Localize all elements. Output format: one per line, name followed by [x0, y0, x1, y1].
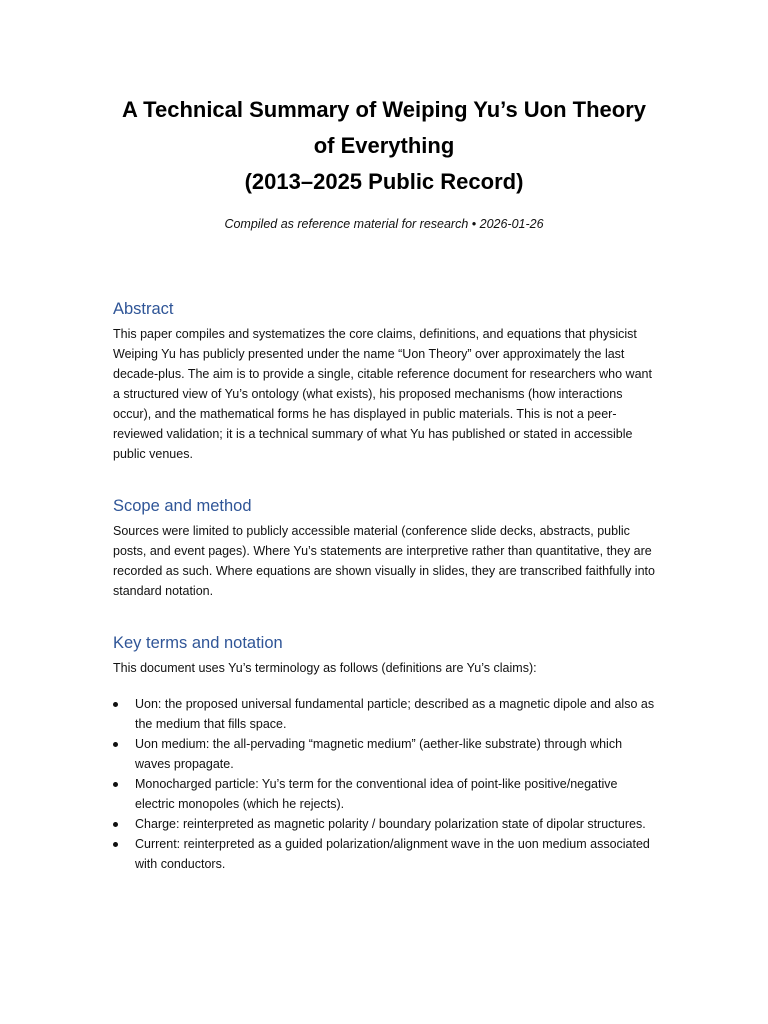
list-item-text: Charge: reinterpreted as magnetic polarity / boundary polarization state of dipolar structures.: [135, 817, 646, 831]
list-item-text: Current: reinterpreted as a guided polarization/alignment wave in the uon medium associated with conductors.: [135, 837, 650, 871]
title-line-2: of Everything: [313, 133, 455, 158]
list-item-text: Uon: the proposed universal fundamental particle; described as a magnetic dipole and also as the medium that fills space.: [135, 697, 655, 731]
terms-heading: Key terms and notation: [113, 634, 283, 652]
terms-intro: This document uses Yu’s terminology as follows (definitions are Yu’s claims):: [113, 661, 537, 675]
bullet-icon: [113, 842, 118, 847]
abstract-section: [113, 298, 658, 464]
bullet-icon: [113, 702, 118, 707]
scope-section: [113, 495, 658, 601]
scope-heading: Scope and method: [113, 497, 252, 515]
terms-list: [113, 694, 658, 874]
list-item: [113, 834, 658, 874]
title-line-1: A Technical Summary of Weiping Yu’s Uon Theory: [121, 97, 647, 122]
list-item: [113, 774, 658, 814]
document-subtitle: Compiled as reference material for research • 2026-01-26: [224, 217, 544, 231]
abstract-body: This paper compiles and systematizes the core claims, definitions, and equations that physicist Weiping Yu has publicly presented under the name “Uon Theory” over approximately the last decade-plus. The aim is to provide a single, citable reference document for researchers who want a structured view of Yu’s ontology (what exists), his proposed mechanisms (how interactions occur), and the mathematical forms he has displayed in public materials. This is not a peer-reviewed validation; it is a technical summary of what Yu has published or stated in accessible public venues.: [113, 327, 652, 461]
list-item: [113, 734, 658, 774]
list-item-text: Uon medium: the all-pervading “magnetic medium” (aether-like substrate) through which waves propagate.: [135, 737, 623, 771]
list-item-text: Monocharged particle: Yu’s term for the conventional idea of point-like positive/negative electric monopoles (which he rejects).: [135, 777, 618, 811]
list-item: [113, 814, 658, 834]
list-item: [113, 694, 658, 734]
bullet-icon: [113, 782, 118, 787]
bullet-icon: [113, 742, 118, 747]
scope-body: Sources were limited to publicly accessible material (conference slide decks, abstracts, public posts, and event pages). Where Yu’s statements are interpretive rather than quantitative, they are recorded as such. Where equations are shown visually in slides, they are transcribed faithfully into standard notation.: [113, 524, 655, 598]
title-line-3: (2013–2025 Public Record): [244, 169, 524, 194]
abstract-heading: Abstract: [113, 300, 174, 318]
bullet-icon: [113, 822, 118, 827]
document-title: [90, 92, 678, 200]
terms-section: [113, 632, 658, 874]
